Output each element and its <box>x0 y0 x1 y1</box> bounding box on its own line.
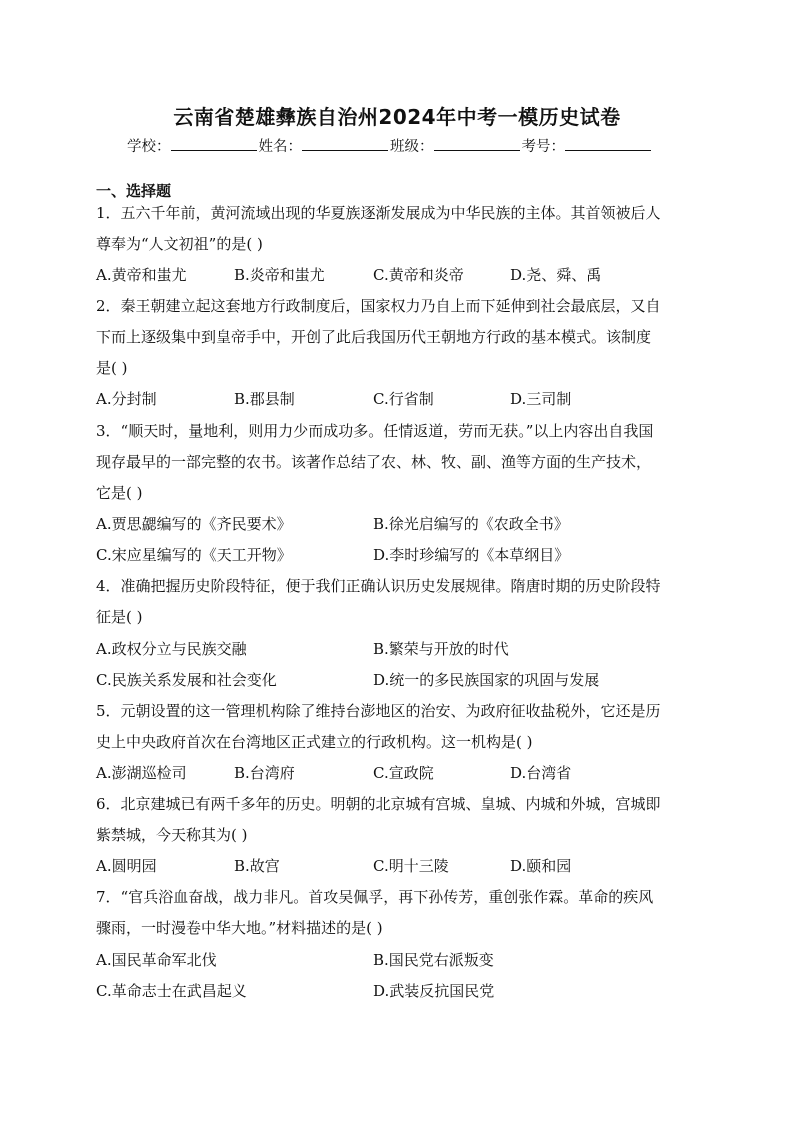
question-line: 2．秦王朝建立起这套地方行政制度后，国家权力乃自上而下延伸到社会最底层，又自 <box>96 297 661 315</box>
name-label: 姓名： <box>258 139 302 155</box>
option-c[interactable]: C.宣政院 <box>373 764 434 782</box>
school-label: 学校： <box>127 139 171 155</box>
question-line: 1．五六千年前，黄河流域出现的华夏族逐渐发展成为中华民族的主体。其首领被后人 <box>96 204 661 222</box>
question-line: 下而上逐级集中到皇帝手中，开创了此后我国历代王朝地方行政的基本模式。该制度 <box>96 328 652 346</box>
question-line: 它是( ) <box>96 484 143 502</box>
question-line: 是( ) <box>96 359 128 377</box>
question-7-options-row-2 <box>96 976 700 1007</box>
option-d[interactable]: D.台湾省 <box>510 764 572 782</box>
question-line: 尊奉为“人文初祖”的是( ) <box>96 235 263 253</box>
option-b[interactable]: B.郡县制 <box>234 390 295 408</box>
question-5 <box>96 696 700 758</box>
class-label: 班级： <box>390 139 434 155</box>
option-d[interactable]: D.武装反抗国民党 <box>373 982 495 1000</box>
option-d[interactable]: D.统一的多民族国家的巩固与发展 <box>373 671 600 689</box>
option-a[interactable]: A.国民革命军北伐 <box>96 951 217 969</box>
option-b[interactable]: B.台湾府 <box>234 764 295 782</box>
number-blank[interactable] <box>565 136 651 151</box>
question-7 <box>96 882 700 944</box>
question-6-options <box>96 851 700 882</box>
section-heading: 一、选择题 <box>96 182 172 200</box>
option-a[interactable]: A.圆明园 <box>96 857 157 875</box>
question-1-options <box>96 260 700 291</box>
option-a[interactable]: A.澎湖巡检司 <box>96 764 187 782</box>
question-4 <box>96 571 700 633</box>
option-b[interactable]: B.徐光启编写的《农政全书》 <box>373 515 569 533</box>
name-blank[interactable] <box>302 136 388 151</box>
question-line: 6．北京建城已有两千多年的历史。明朝的北京城有宫城、皇城、内城和外城，宫城即 <box>96 795 661 813</box>
question-line: 征是( ) <box>96 608 143 626</box>
question-4-options-row-2 <box>96 665 700 696</box>
question-3-options-row-1 <box>96 509 700 540</box>
option-c[interactable]: C.革命志士在武昌起义 <box>96 982 247 1000</box>
question-4-options-row-1 <box>96 634 700 665</box>
question-line: 4．准确把握历史阶段特征，便于我们正确认识历史发展规律。隋唐时期的历史阶段特 <box>96 577 661 595</box>
option-a[interactable]: A.政权分立与民族交融 <box>96 640 247 658</box>
option-b[interactable]: B.国民党右派叛变 <box>373 951 494 969</box>
option-d[interactable]: D.尧、舜、禹 <box>510 266 602 284</box>
option-d[interactable]: D.三司制 <box>510 390 572 408</box>
option-b[interactable]: B.繁荣与开放的时代 <box>373 640 509 658</box>
option-a[interactable]: A.分封制 <box>96 390 157 408</box>
question-line: 史上中央政府首次在台湾地区正式建立的行政机构。这一机构是( ) <box>96 733 533 751</box>
option-c[interactable]: C.行省制 <box>373 390 434 408</box>
option-a[interactable]: A.贾思勰编写的《齐民要术》 <box>96 515 292 533</box>
question-3-options-row-2 <box>96 540 700 571</box>
question-1 <box>96 198 700 260</box>
question-line: 紫禁城，今天称其为( ) <box>96 826 248 844</box>
option-d[interactable]: D.李时珍编写的《本草纲目》 <box>373 546 570 564</box>
question-7-options-row-1 <box>96 945 700 976</box>
option-c[interactable]: C.民族关系发展和社会变化 <box>96 671 277 689</box>
option-b[interactable]: B.炎帝和蚩尤 <box>234 266 325 284</box>
question-line: 7．“官兵浴血奋战，战力非凡。首攻吴佩孚，再下孙传芳，重创张作霖。革命的疾风 <box>96 888 654 906</box>
question-2 <box>96 291 700 384</box>
option-c[interactable]: C.宋应星编写的《天工开物》 <box>96 546 292 564</box>
question-line: 现存最早的一部完整的农书。该著作总结了农、林、牧、副、渔等方面的生产技术， <box>96 453 652 471</box>
question-3 <box>96 416 700 509</box>
class-blank[interactable] <box>434 136 520 151</box>
question-line: 5．元朝设置的这一管理机构除了维持台澎地区的治安、为政府征收盐税外，它还是历 <box>96 702 661 720</box>
question-6 <box>96 789 700 851</box>
student-info-line <box>127 135 687 156</box>
question-line: 骤雨，一时漫卷中华大地。”材料描述的是( ) <box>96 919 383 937</box>
question-2-options <box>96 384 700 415</box>
school-blank[interactable] <box>171 136 257 151</box>
option-a[interactable]: A.黄帝和蚩尤 <box>96 266 187 284</box>
question-5-options <box>96 758 700 789</box>
option-c[interactable]: C.黄帝和炎帝 <box>373 266 464 284</box>
page-title: 云南省楚雄彝族自治州2024年中考一模历史试卷 <box>173 105 621 129</box>
option-d[interactable]: D.颐和园 <box>510 857 572 875</box>
option-c[interactable]: C.明十三陵 <box>373 857 449 875</box>
number-label: 考号： <box>521 139 565 155</box>
question-line: 3．“顺天时，量地利，则用力少而成功多。任情返道，劳而无获。”以上内容出自我国 <box>96 422 654 440</box>
option-b[interactable]: B.故宫 <box>234 857 280 875</box>
